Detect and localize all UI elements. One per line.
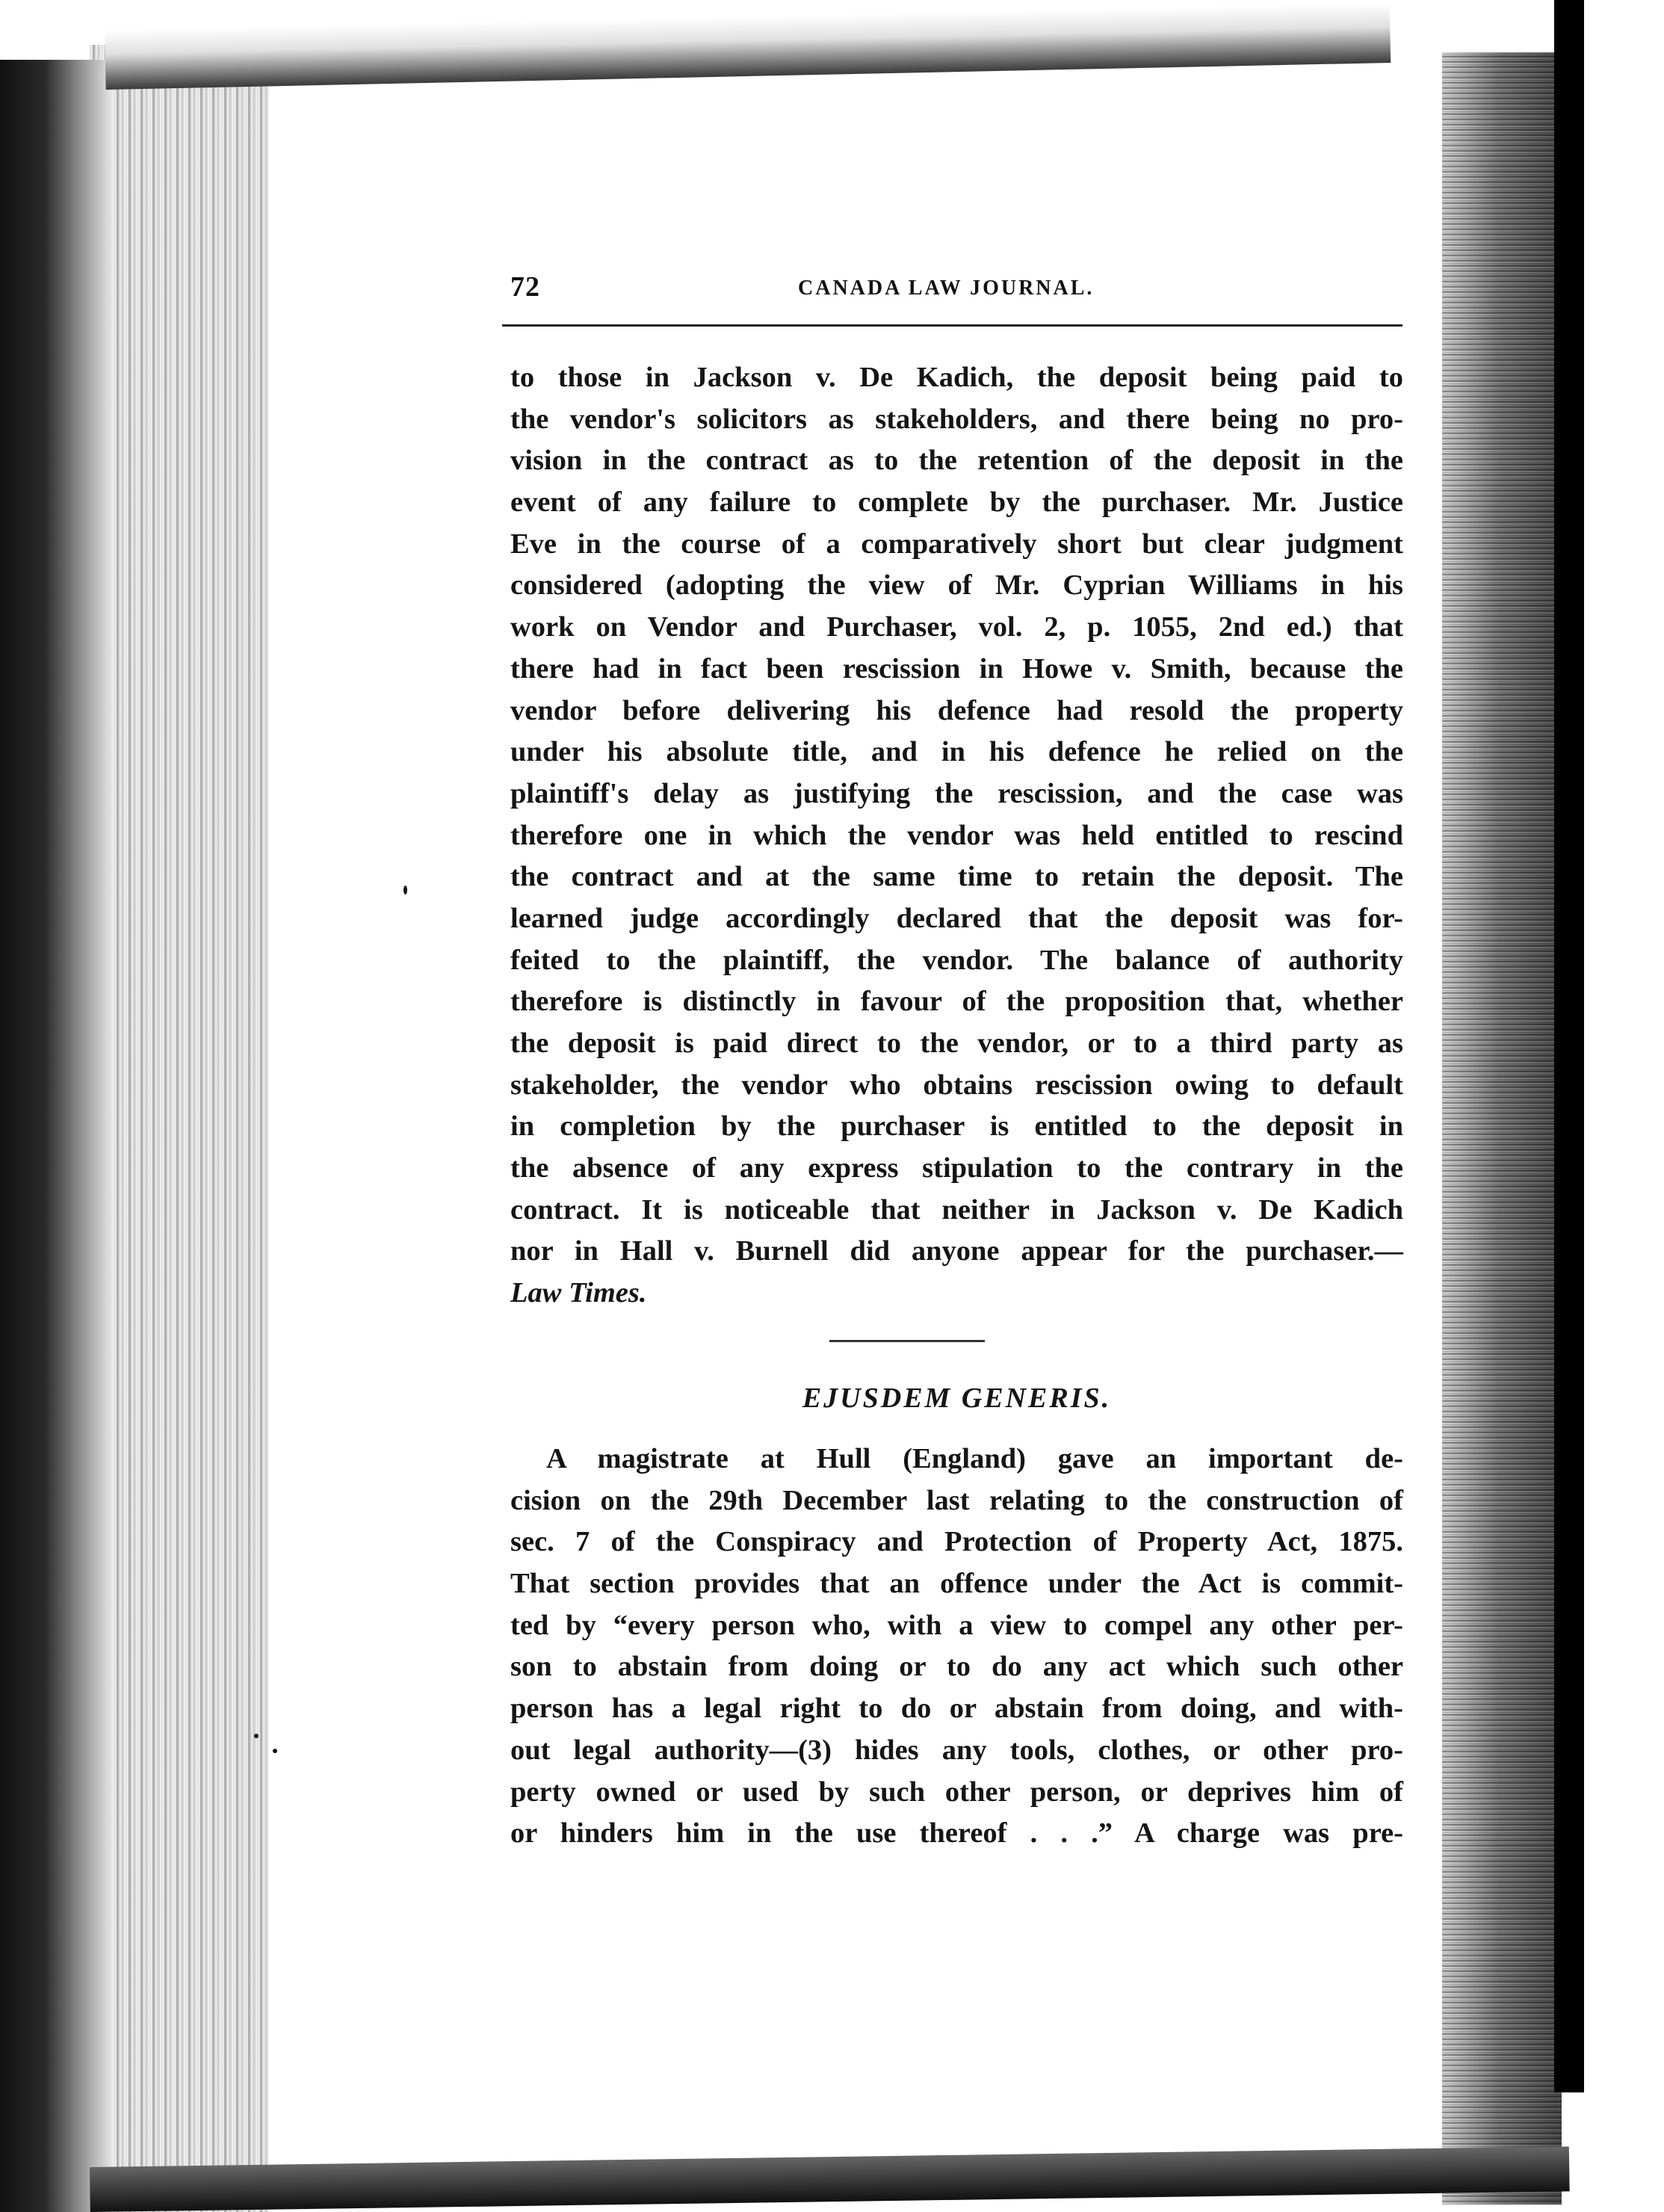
text-line: learned judge accordingly declared that the deposit was for- [510,902,1403,934]
text-line: to those in Jackson v. De Kadich, the deposit being paid to [510,362,1403,393]
text-line: the vendor's solicitors as stakeholders, and there being no pro- [510,403,1403,435]
text-line: nor in Hall v. Burnell did anyone appear for the purchaser.— [510,1235,1403,1267]
scan-right-bar [1554,0,1584,2092]
text-line: therefore one in which the vendor was held entitled to rescind [510,819,1403,851]
text-line: cision on the 29th December last relating to the construction of [510,1484,1403,1516]
header-rule [502,324,1402,327]
scan-speck [403,886,407,895]
text-line: feited to the plaintiff, the vendor. The balance of authority [510,944,1403,976]
page-edges-left [90,45,269,2212]
text-line: vision in the contract as to the retention of the deposit in the [510,445,1403,477]
scan-speck [254,1734,259,1738]
text-line: plaintiff's delay as justifying the rescission, and the case was [510,777,1403,809]
text-line: the contract and at the same time to retain the deposit. The [510,861,1403,893]
text-line: perty owned or used by such other person, or deprives him of [510,1776,1403,1808]
text-line: Eve in the course of a comparatively short but clear judgment [510,528,1403,560]
page-right-edge [1442,52,1569,2205]
scan-speck [273,1749,277,1753]
text-line: under his absolute title, and in his defence he relied on the [510,736,1403,768]
section-divider [829,1340,985,1342]
text-line: the absence of any express stipulation to the contrary in the [510,1152,1403,1184]
text-line: A magistrate at Hull (England) gave an important de- [546,1443,1403,1474]
text-line: in completion by the purchaser is entitled to the deposit in [510,1110,1403,1143]
text-line: the deposit is paid direct to the vendor, or to a third party as [510,1028,1403,1059]
text-line: ted by “every person who, with a view to compel any other per- [510,1609,1403,1641]
text-line: or hinders him in the use thereof . . .” A charge was pre- [510,1817,1403,1850]
text-line: out legal authority—(3) hides any tools, clothes, or other pro- [510,1734,1403,1766]
text-line: Law Times. [510,1277,647,1309]
text-line: That section provides that an offence under the Act is commit- [510,1568,1403,1600]
text-line: contract. It is noticeable that neither in Jackson v. De Kadich [510,1193,1403,1226]
text-line: there had in fact been rescission in Howe v. Smith, because the [510,652,1403,685]
page-header [510,271,1407,315]
text-line: therefore is distinctly in favour of the proposition that, whether [510,986,1403,1018]
text-line: considered (adopting the view of Mr. Cyprian Williams in his [510,569,1403,602]
text-line: event of any failure to complete by the purchaser. Mr. Justice [510,486,1403,519]
text-line: vendor before delivering his defence had resold the property [510,694,1403,726]
text-line: sec. 7 of the Conspiracy and Protection of Property Act, 1875. [510,1526,1403,1558]
text-line: son to abstain from doing or to do any act which such other [510,1651,1403,1683]
running-head: CANADA LAW JOURNAL. [798,276,1095,300]
text-line: stakeholder, the vendor who obtains rescission owing to default [510,1069,1403,1101]
scan-left-shadow [0,60,112,2212]
page-number: 72 [510,271,540,303]
article-1-body [510,357,1403,1314]
section-heading: EJUSDEM GENERIS. [802,1382,1112,1414]
article-2-body [510,1439,1403,1855]
text-line: work on Vendor and Purchaser, vol. 2, p. 1055, 2nd ed.) that [510,611,1403,643]
text-line: person has a legal right to do or abstain from doing, and with- [510,1693,1403,1725]
